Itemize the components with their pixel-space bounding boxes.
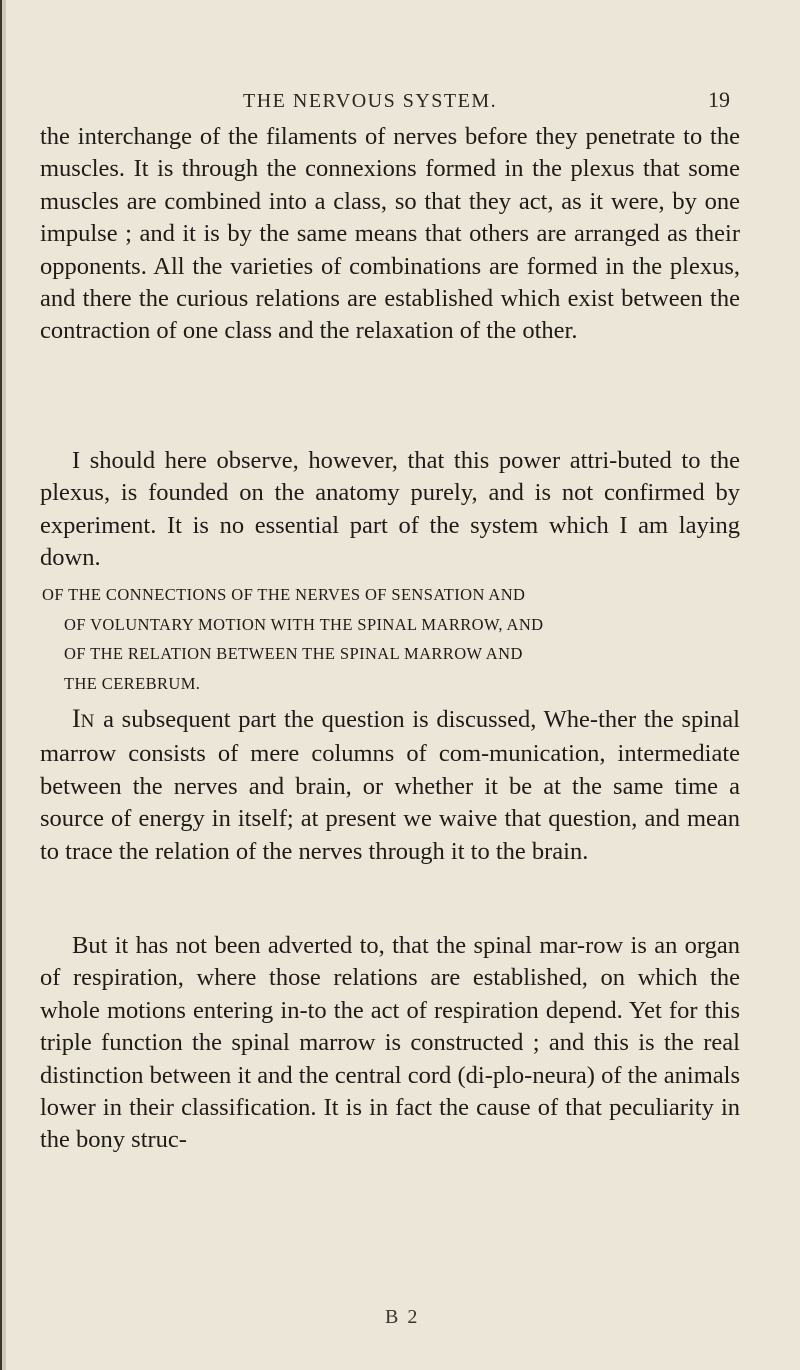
running-head: THE NERVOUS SYSTEM. <box>243 90 498 112</box>
section-heading-line: OF VOLUNTARY MOTION WITH THE SPINAL MARROW, AND <box>64 614 544 634</box>
body-paragraph: the interchange of the filaments of nerves before they penetrate to the muscles. It is through the connexions formed in the plexus that some muscles are combined into a class, so that they act, as it were, by one impulse ; and it is by the same means that others are arranged as their opponents. All the varieties of combinations are formed in the plexus, and there the curious relations are established which exist between the contraction of one class and the relaxation of the other. <box>40 123 740 345</box>
section-heading-line: OF THE CONNECTIONS OF THE NERVES OF SENSATION AND <box>42 585 526 604</box>
section-heading-line: THE CEREBRUM. <box>64 673 201 693</box>
section-heading-line: OF THE RELATION BETWEEN THE SPINAL MARROW AND <box>64 644 523 663</box>
body-paragraph <box>40 703 740 868</box>
body-paragraph: I should here observe, however, that this power attri-buted to the plexus, is founded on the anatomy purely, and is not confirmed by experiment. It is no essential part of the system which I am laying down. <box>40 447 740 572</box>
paragraph-text: a subsequent part the question is discussed, Whe-ther the spinal marrow consists of mere columns of com-munication, intermediate between the nerves and brain, or whether it be at the same time a source of energy in itself; at present we waive that question, and mean to trace the relation of the nerves through it to the brain. <box>40 706 740 865</box>
signature-mark: B 2 <box>385 1306 420 1328</box>
body-paragraph: But it has not been adverted to, that the spinal mar-row is an organ of respiration, where those relations are established, on which the whole motions entering in-to the act of respiration depend. Yet for this triple function the spinal marrow is constructed ; and this is the real distinction between it and the central cord (di-plo-neura) of the animals lower in their classification. It is in fact the cause of that peculiarity in the bony struc- <box>40 932 740 1154</box>
initial-capital: I <box>72 704 81 733</box>
page-number: 19 <box>708 87 730 112</box>
section-heading <box>42 580 742 698</box>
small-capital: N <box>80 711 96 732</box>
